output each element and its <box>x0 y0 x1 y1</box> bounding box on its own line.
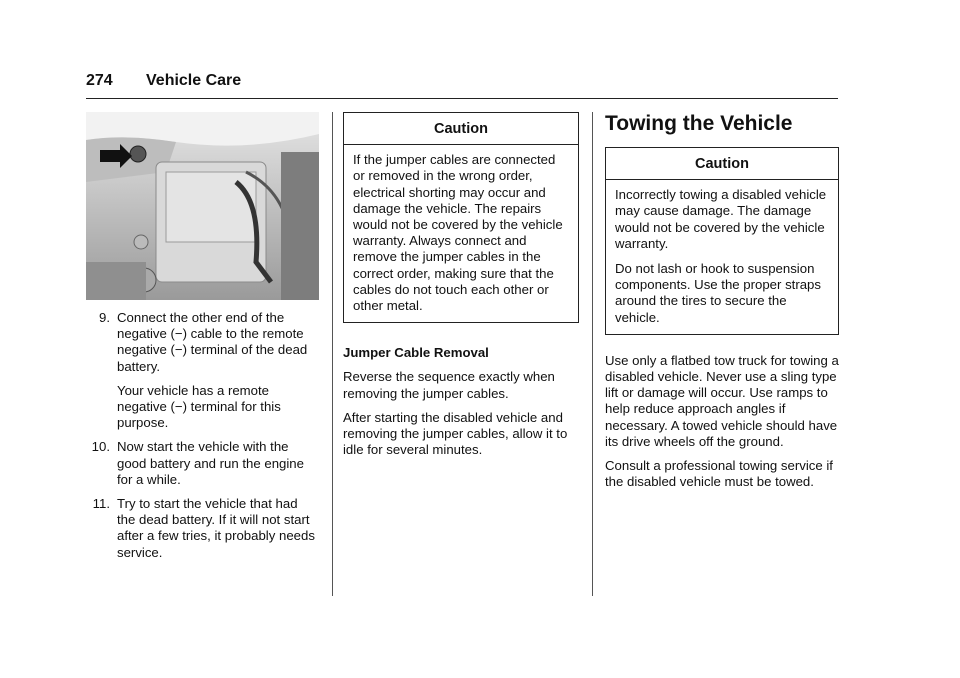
column-right <box>605 112 839 490</box>
column-divider-left <box>332 112 333 596</box>
caution-body <box>344 145 578 322</box>
engine-bay-photo <box>86 112 319 300</box>
paragraph: Use only a flatbed tow truck for towing a disabled vehicle. Never use a sling type lift or damage will occur. Use ramps to help reduce approach angles if necessary. A towed vehicle should have its drive wheels off the ground. <box>605 352 839 449</box>
step-note: Your vehicle has a remote negative (−) terminal for this purpose. <box>117 382 281 431</box>
caution-body <box>606 180 838 334</box>
paragraph: After starting the disabled vehicle and removing the jumper cables, allow it to idle for several minutes. <box>343 409 568 458</box>
paragraph: Consult a professional towing service if the disabled vehicle must be towed. <box>605 458 833 490</box>
section-title: Vehicle Care <box>146 72 242 89</box>
step-text: Try to start the vehicle that had the dead battery. If it will not start after a few tries, it probably needs service. <box>117 496 315 560</box>
list-item <box>86 496 319 561</box>
step-number: 10. <box>91 439 110 455</box>
column-left <box>86 112 319 569</box>
page-header <box>86 72 838 99</box>
paragraph: Reverse the sequence exactly when removing the jumper cables. <box>343 369 555 401</box>
column-divider-right <box>592 112 593 596</box>
caution-box <box>605 147 839 335</box>
list-item <box>86 310 319 431</box>
page-number: 274 <box>86 72 113 89</box>
subheading-jumper-cable-removal: Jumper Cable Removal <box>343 345 489 361</box>
column-middle <box>343 112 579 458</box>
towing-heading: Towing the Vehicle <box>605 112 793 135</box>
step-number: 9. <box>99 310 110 325</box>
step-number: 11. <box>92 496 110 512</box>
caution-box <box>343 112 579 323</box>
caution-title: Caution <box>344 113 578 145</box>
step-text: Connect the other end of the negative (−) cable to the remote negative (−) terminal of the dead battery. <box>117 310 308 374</box>
list-item <box>86 439 319 488</box>
caution-text: If the jumper cables are connected or removed in the wrong order, electrical shorting may occur and damage the vehicle. The repairs would not be covered by the vehicle warranty. Always connect and remove the jumper cables in the correct order, making sure that the cables do not touch each other or other metal. <box>353 152 563 314</box>
caution-title: Caution <box>606 148 838 180</box>
caution-text: Incorrectly towing a disabled vehicle may cause damage. The damage would not be covered by the vehicle warranty. <box>615 187 827 251</box>
caution-text: Do not lash or hook to suspension components. Use the proper straps around the tires to secure the vehicle. <box>615 261 821 325</box>
step-text: Now start the vehicle with the good battery and run the engine for a while. <box>117 439 304 487</box>
jump-start-steps <box>86 310 319 561</box>
